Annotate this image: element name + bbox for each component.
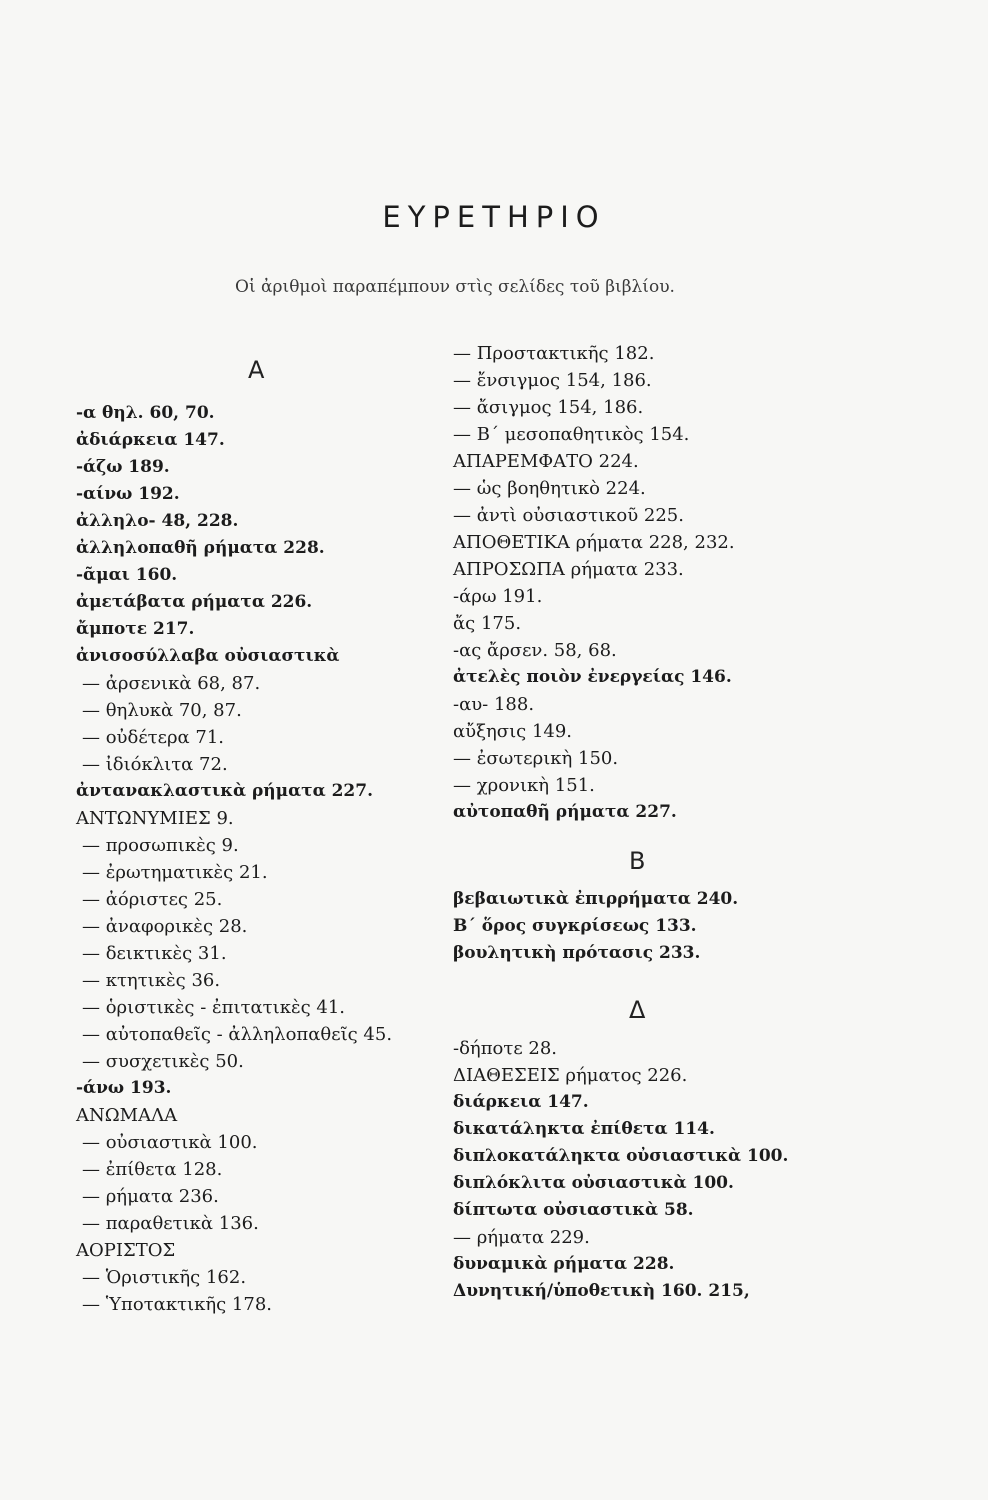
index-entry: διπλοκατάληκτα οὐσιαστικὰ 100.	[453, 1146, 789, 1166]
index-entry: — αὐτοπαθεῖς - ἀλληλοπαθεῖς 45.	[82, 1024, 393, 1045]
section-letter-b: Β	[629, 847, 646, 875]
index-entry: -άρω 191.	[453, 586, 543, 607]
index-entry: βεβαιωτικὰ ἐπιρρήματα 240.	[453, 889, 739, 909]
right-entries-d	[453, 1035, 913, 1305]
index-entry: — ὡς βοηθητικὸ 224.	[453, 478, 646, 499]
index-entry: — δεικτικὲς 31.	[82, 943, 227, 964]
index-entry: -δήποτε 28.	[453, 1038, 558, 1059]
index-entry: ἀλληλο- 48, 228.	[76, 511, 239, 531]
section-letter-d: Δ	[629, 996, 646, 1024]
index-entry: — Ὑποτακτικῆς 178.	[82, 1294, 272, 1315]
index-entry: — θηλυκὰ 70, 87.	[82, 700, 242, 721]
index-entry: ἀλληλοπαθῆ ρήματα 228.	[76, 538, 325, 558]
index-entry: — ρήματα 229.	[453, 1227, 590, 1248]
index-entry: -α θηλ. 60, 70.	[76, 403, 215, 423]
section-letter-a: Α	[248, 356, 265, 384]
index-entry: — οὐσιαστικὰ 100.	[82, 1132, 258, 1153]
index-entry: ΑΠΟΘΕΤΙΚΑ ρήματα 228, 232.	[453, 532, 735, 553]
index-entry: ΔΙΑΘΕΣΕΙΣ ρήματος 226.	[453, 1065, 688, 1086]
index-entry: — οὐδέτερα 71.	[82, 727, 225, 748]
spacer	[453, 967, 913, 985]
index-entry: — ρήματα 236.	[82, 1186, 219, 1207]
index-entry: -αυ- 188.	[453, 694, 535, 715]
left-column	[76, 340, 456, 1318]
index-entry: ἄς 175.	[453, 613, 522, 634]
index-entry: ΑΠΑΡΕΜΦΑΤΟ 224.	[453, 451, 639, 472]
index-entry: — Προστακτικῆς 182.	[453, 343, 655, 364]
index-entry: ἀνισοσύλλαβα οὐσιαστικὰ	[76, 646, 340, 666]
right-entries-a	[453, 340, 913, 826]
index-entry: ἄμποτε 217.	[76, 619, 195, 639]
index-entry: -άζω 189.	[76, 457, 170, 477]
index-entry: — παραθετικὰ 136.	[82, 1213, 259, 1234]
index-entry: -αίνω 192.	[76, 484, 180, 504]
index-entry: ΑΟΡΙΣΤΟΣ	[76, 1240, 176, 1261]
index-entry: — χρονικὴ 151.	[453, 775, 595, 796]
index-entry: — ἄσιγμος 154, 186.	[453, 397, 644, 418]
index-entry: ἀδιάρκεια 147.	[76, 430, 225, 450]
index-entry: ἀτελὲς ποιὸν ἐνεργείας 146.	[453, 667, 732, 687]
index-entry: ΑΝΩΜΑΛΑ	[76, 1105, 178, 1126]
index-entry: αὔξησις 149.	[453, 721, 573, 742]
index-entry: Β΄ ὅρος συγκρίσεως 133.	[453, 916, 697, 936]
index-entry: ἀντανακλαστικὰ ρήματα 227.	[76, 781, 373, 801]
index-entry: — ἔνσιγμος 154, 186.	[453, 370, 652, 391]
right-column	[453, 340, 913, 1305]
index-entry: — ἀόριστες 25.	[82, 889, 223, 910]
page-title: ΕΥΡΕΤΗΡΙΟ	[382, 200, 606, 234]
index-entry: δυναμικὰ ρήματα 228.	[453, 1254, 675, 1274]
right-entries-b	[453, 886, 913, 967]
index-entry: — ἐπίθετα 128.	[82, 1159, 223, 1180]
index-entry: — ὁριστικὲς - ἐπιτατικὲς 41.	[82, 997, 346, 1018]
index-entry: -άνω 193.	[76, 1078, 172, 1098]
index-entry: — ἀναφορικὲς 28.	[82, 916, 248, 937]
index-entry: ΑΝΤΩΝΥΜΙΕΣ 9.	[76, 808, 234, 829]
index-entry: — ἰδιόκλιτα 72.	[82, 754, 228, 775]
index-entry: — κτητικὲς 36.	[82, 970, 221, 991]
index-entry: -ᾶμαι 160.	[76, 565, 178, 585]
index-entry: — προσωπικὲς 9.	[82, 835, 239, 856]
index-entry: — συσχετικὲς 50.	[82, 1051, 244, 1072]
index-entry: — Β΄ μεσοπαθητικὸς 154.	[453, 424, 690, 445]
index-entry: ΑΠΡΟΣΩΠΑ ρήματα 233.	[453, 559, 684, 580]
index-entry: — ἐρωτηματικὲς 21.	[82, 862, 268, 883]
index-entry: διάρκεια 147.	[453, 1092, 589, 1112]
index-entry: -ας ἄρσεν. 58, 68.	[453, 640, 617, 661]
index-entry: — ἐσωτερικὴ 150.	[453, 748, 619, 769]
index-entry: — Ὁριστικῆς 162.	[82, 1267, 247, 1288]
index-entry: Δυνητική/ὑποθετικὴ 160. 215,	[453, 1281, 750, 1301]
spacer	[453, 826, 913, 836]
index-entry: διπλόκλιτα οὐσιαστικὰ 100.	[453, 1173, 734, 1193]
left-entries	[76, 400, 456, 1318]
index-entry: αὐτοπαθῆ ρήματα 227.	[453, 802, 677, 822]
index-entry: — ἀντὶ οὐσιαστικοῦ 225.	[453, 505, 684, 526]
page-subtitle: Οἱ ἀριθμοὶ παραπέμπουν στὶς σελίδες τοῦ βιβλίου.	[235, 277, 675, 297]
index-entry: δίπτωτα οὐσιαστικὰ 58.	[453, 1200, 694, 1220]
index-entry: — ἀρσενικὰ 68, 87.	[82, 673, 261, 694]
index-entry: βουλητικὴ πρότασις 233.	[453, 943, 701, 963]
index-entry: δικατάληκτα ἐπίθετα 114.	[453, 1119, 715, 1139]
index-entry: ἀμετάβατα ρήματα 226.	[76, 592, 313, 612]
